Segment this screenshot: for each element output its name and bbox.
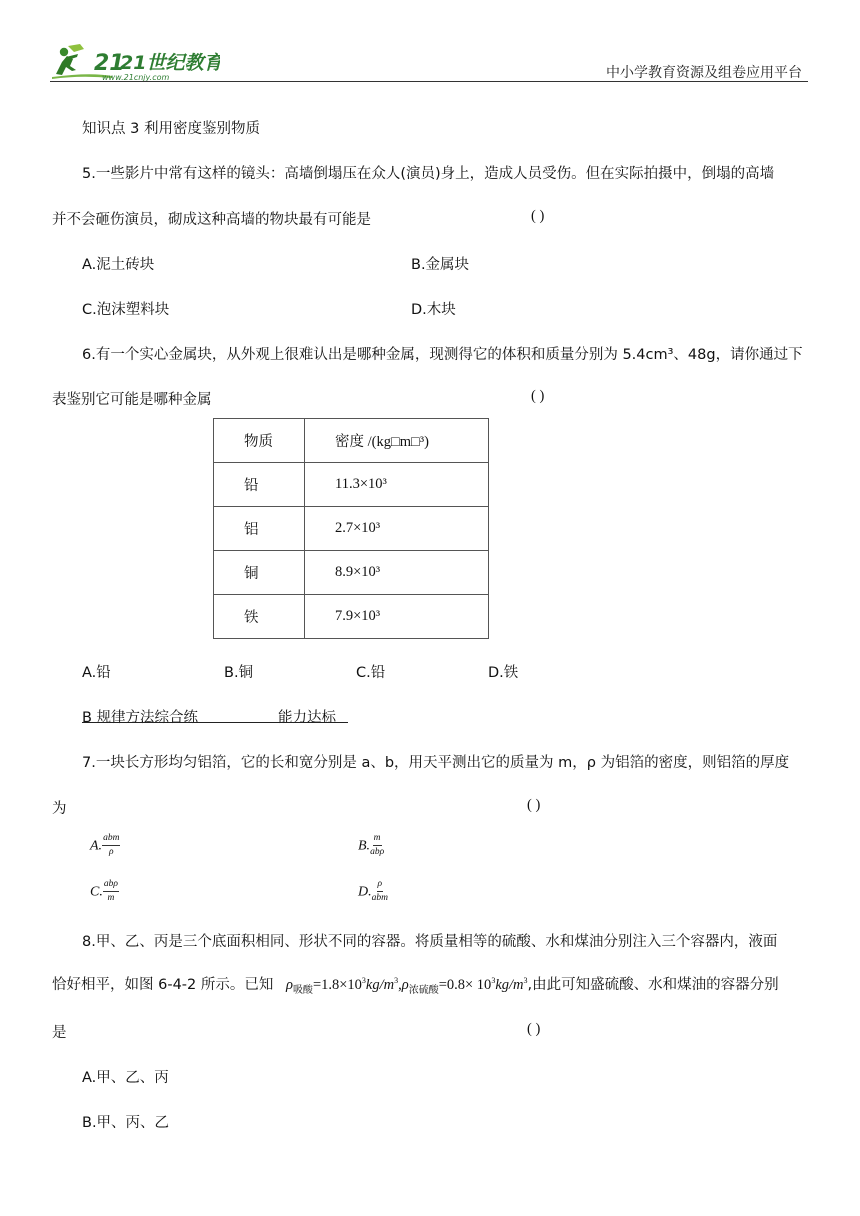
- table-cell: 7.9×10³: [305, 595, 489, 639]
- q7-line1: 7.一块长方形均匀铝箔，它的长和宽分别是 a、b，用天平测出它的质量为 m，ρ 为铝箔的密度，则铝箔的厚度: [82, 755, 790, 771]
- q6-line1: 6.有一个实心金属块，从外观上很难认出是哪种金属，现测得它的体积和质量分别为 5.4cm³、48g，请你通过下: [82, 347, 803, 363]
- fraction: [102, 834, 120, 857]
- logo-number: 21: [94, 51, 125, 76]
- q5-option-a: A.泥土砖块: [82, 257, 155, 273]
- q7-option-a: [90, 834, 120, 857]
- q8-line2-tail: ,由此可知盛硫酸、水和煤油的容器分别: [527, 977, 779, 993]
- subscript: 浓硫酸: [408, 985, 439, 996]
- site-logo: [50, 40, 220, 82]
- table-row: [214, 595, 489, 639]
- table-cell: 铅: [214, 463, 305, 507]
- table-cell: 2.7×10³: [305, 507, 489, 551]
- fraction-numerator: abρ: [103, 880, 119, 892]
- q6-answer-paren: ( ): [531, 388, 545, 404]
- section-b-underline: [82, 722, 348, 723]
- formula-value: =1.8×10: [312, 977, 362, 993]
- superscript: 3: [523, 976, 528, 985]
- table-row: [214, 507, 489, 551]
- option-label: C.: [90, 884, 103, 900]
- q8-line2-text: 恰好相平，如图 6-4-2 所示。已知: [52, 977, 274, 993]
- q6-option-d: D.铁: [488, 665, 519, 681]
- logo-text: 21世纪教育: [120, 52, 220, 74]
- subscript: 吸酸: [292, 985, 313, 996]
- q7-line2: 为: [52, 801, 67, 817]
- comma: ,: [398, 977, 402, 993]
- unit: kg/m: [365, 977, 395, 993]
- table-header-row: [214, 419, 489, 463]
- table-cell: 11.3×10³: [305, 463, 489, 507]
- q6-line2: 表鉴别它可能是哪种金属: [52, 392, 212, 408]
- q8-option-a: A.甲、乙、丙: [82, 1070, 169, 1086]
- table-row: [214, 463, 489, 507]
- q6-option-b: B.铜: [224, 665, 254, 681]
- q8-line1: 8.甲、乙、丙是三个底面积相同、形状不同的容器。将质量相等的硫酸、水和煤油分别注入三个容器内，液面: [82, 934, 778, 950]
- table-row: [214, 551, 489, 595]
- table-cell: 8.9×10³: [305, 551, 489, 595]
- option-label: A.: [90, 838, 103, 854]
- q5-option-b: B.金属块: [411, 257, 470, 273]
- fraction: [370, 834, 384, 857]
- q5-line1: 5.一些影片中常有这样的镜头：高墙倒塌压在众人(演员)身上，造成人员受伤。但在实际拍摄中，倒塌的高墙: [82, 166, 775, 182]
- density-table: [213, 418, 489, 639]
- q5-option-d: D.木块: [411, 302, 456, 318]
- q8-answer-paren: ( ): [527, 1021, 541, 1037]
- q5-answer-paren: ( ): [531, 208, 545, 224]
- table-header-cell: 物质: [214, 419, 305, 463]
- fraction-denominator: ρ: [108, 846, 114, 857]
- superscript: 3: [491, 976, 496, 985]
- q8-line2: [52, 973, 779, 994]
- formula: [285, 976, 528, 996]
- fraction: [372, 880, 388, 903]
- q7-answer-paren: ( ): [527, 797, 541, 813]
- q7-option-d: [358, 880, 388, 903]
- table-cell: 铁: [214, 595, 305, 639]
- fraction-numerator: ρ: [377, 880, 384, 892]
- table-cell: 铝: [214, 507, 305, 551]
- option-label: D.: [358, 884, 372, 900]
- table-header-cell: 密度 /(kg□m□³): [305, 419, 489, 463]
- fraction-denominator: abρ: [370, 846, 385, 857]
- superscript: 3: [394, 976, 399, 985]
- table-cell: 铜: [214, 551, 305, 595]
- rho-symbol: ρ: [285, 977, 293, 993]
- superscript: 3: [361, 976, 366, 985]
- fraction-denominator: m: [107, 892, 115, 903]
- fraction: [103, 880, 119, 903]
- option-label: B.: [358, 838, 371, 854]
- unit: kg/m: [495, 977, 524, 993]
- fraction-denominator: abm: [371, 892, 388, 903]
- q5-option-c: C.泡沫塑料块: [82, 302, 170, 318]
- q5-line2: 并不会砸伤演员，砌成这种高墙的物块最有可能是: [52, 212, 371, 228]
- section-title: 知识点 3 利用密度鉴别物质: [82, 121, 260, 137]
- q7-option-b: [358, 834, 384, 857]
- rho-symbol: ρ: [401, 977, 409, 993]
- logo-graphic: [50, 40, 220, 82]
- fraction-numerator: abm: [102, 834, 120, 846]
- logo-url: www.21cnjy.com: [102, 73, 170, 82]
- platform-name: 中小学教育资源及组卷应用平台: [606, 65, 802, 81]
- q6-option-c: C.铅: [356, 665, 386, 681]
- header-divider: [50, 81, 808, 82]
- section-b-title: B 规律方法综合练: [82, 710, 199, 726]
- q7-option-c: [90, 880, 119, 903]
- section-b-subtitle: 能力达标: [278, 710, 336, 726]
- q8-option-b: B.甲、丙、乙: [82, 1115, 170, 1131]
- q8-line3: 是: [52, 1025, 67, 1041]
- formula-value: =0.8× 10: [438, 977, 492, 993]
- fraction-numerator: m: [373, 834, 382, 846]
- q6-option-a: A.铅: [82, 665, 111, 681]
